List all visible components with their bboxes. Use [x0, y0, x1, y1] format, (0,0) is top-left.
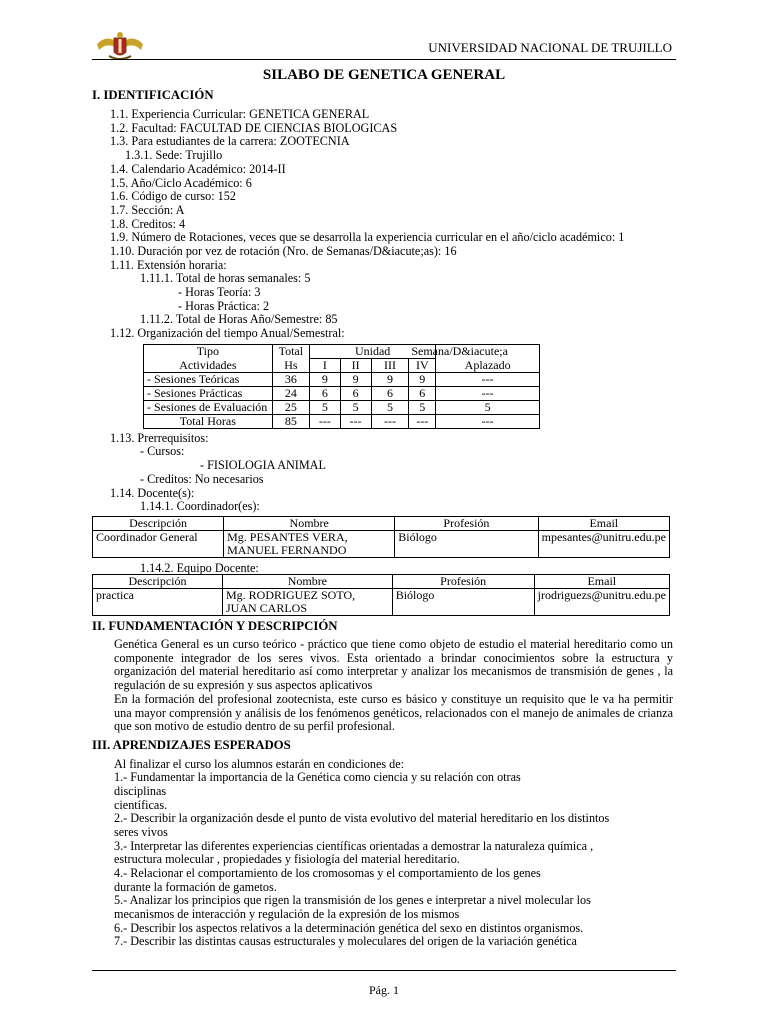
table-row [93, 589, 670, 616]
item-1-8: 1.8. Creditos: 4 [110, 217, 186, 231]
cell-unit: --- [371, 415, 409, 429]
table-row [144, 387, 540, 401]
university-crest-logo [95, 30, 145, 62]
horas-teoria: - Horas Teoría: 3 [178, 285, 261, 299]
subheader-actividades: Actividades [144, 359, 273, 373]
item-1-2: 1.2. Facultad: FACULTAD DE CIENCIAS BIOLOGICAS [110, 121, 398, 135]
item-1-3: 1.3. Para estudiantes de la carrera: ZOOTECNIA [110, 134, 350, 148]
item-1-5: 1.5. Año/Ciclo Académico: 6 [110, 176, 252, 190]
item-1-11: 1.11. Extensión horaria: [110, 258, 227, 272]
fundamentacion-paragraph-2: En la formación del profesional zootecnista, este curso es básico y constituye un requisito que le va ha permitir una mayor comprensión y análisis de los fenómenos genéticos, relacionados con el manejo de animales de crianza que son motivo de estudio dentro de su perfil profesional. [114, 692, 673, 734]
cell-unit: --- [340, 415, 371, 429]
learning-line: Al finalizar el curso los alumnos estarán en condiciones de: [114, 757, 405, 771]
cell-profesion: Biólogo [392, 589, 534, 616]
subheader-unit-3: III [371, 359, 409, 373]
name-line-1: Mg. PESANTES VERA, [227, 530, 348, 544]
footer-rule [92, 970, 676, 971]
item-1-4: 1.4. Calendario Académico: 2014-II [110, 162, 286, 176]
cell-profesion: Biólogo [395, 531, 538, 558]
section-2-heading: II. FUNDAMENTACIÓN Y DESCRIPCIÓN [92, 619, 338, 633]
item-1-11-2: 1.11.2. Total de Horas Año/Semestre: 85 [140, 312, 338, 326]
cell-descripcion: Coordinador General [93, 531, 224, 558]
item-1-6: 1.6. Código de curso: 152 [110, 189, 236, 203]
cell-unit: --- [409, 415, 436, 429]
section-1-heading: I. IDENTIFICACIÓN [92, 88, 214, 102]
cell-unit: 9 [409, 373, 436, 387]
item-1-9: 1.9. Número de Rotaciones, veces que se desarrolla la experiencia curricular en el año/ciclo académico: 1 [110, 230, 625, 244]
cell-aplazado: --- [436, 373, 540, 387]
cell-unit: --- [309, 415, 340, 429]
learning-line: mecanismos de interacción y regulación de la expresión de los mismos [114, 907, 460, 921]
learning-line: durante la formación de gametos. [114, 880, 277, 894]
learning-line: 3.- Interpretar las diferentes experiencias científicas orientadas a demostrar la naturaleza química , [114, 839, 594, 853]
cell-unit: 9 [309, 373, 340, 387]
item-1-12: 1.12. Organización del tiempo Anual/Semestral: [110, 326, 345, 340]
learning-line: 7.- Describir las distintas causas estructurales y moleculares del origen de la variación genética [114, 934, 577, 948]
cell-descripcion: practica [93, 589, 223, 616]
learning-line: 5.- Analizar los principios que rigen la transmisión de los genes e interpretar a nivel molecular los [114, 893, 591, 907]
cell-nombre [223, 589, 393, 616]
cell-email: jrodriguezs@unitru.edu.pe [534, 589, 669, 616]
item-1-10: 1.10. Duración por vez de rotación (Nro. de Semanas/D&iacute;as): 16 [110, 244, 457, 258]
learning-line: 2.- Describir la organización desde el punto de vista evolutivo del material hereditario en los distintos [114, 811, 610, 825]
section-3-heading: III. APRENDIZAJES ESPERADOS [92, 738, 291, 752]
learning-line: estructura molecular , propiedades y fisiología del material hereditario. [114, 852, 460, 866]
header-total: Total [272, 345, 309, 359]
cell-unit: 9 [371, 373, 409, 387]
cell-unit: 5 [371, 401, 409, 415]
row-label: - Sesiones Prácticas [144, 387, 273, 401]
prerequisite-course: - FISIOLOGIA ANIMAL [200, 458, 326, 472]
table-subheader-row [144, 359, 540, 373]
subheader-unit-2: II [340, 359, 371, 373]
row-label: - Sesiones Teóricas [144, 373, 273, 387]
col-nombre: Nombre [223, 575, 393, 589]
col-profesion: Profesión [395, 517, 538, 531]
item-1-14-1: 1.14.1. Coordinador(es): [140, 499, 260, 513]
col-descripcion: Descripción [93, 517, 224, 531]
horas-practica: - Horas Práctica: 2 [178, 299, 270, 313]
team-table [92, 574, 670, 616]
cell-unit: 6 [340, 387, 371, 401]
cell-aplazado: --- [436, 387, 540, 401]
document-title: SILABO DE GENETICA GENERAL [262, 67, 506, 83]
cell-total: 36 [272, 373, 309, 387]
cell-aplazado: --- [436, 415, 540, 429]
university-name: UNIVERSIDAD NACIONAL DE TRUJILLO [428, 40, 672, 55]
subheader-unit-4: IV [409, 359, 436, 373]
name-line-1: Mg. RODRIGUEZ SOTO, [226, 588, 356, 602]
cell-email: mpesantes@unitru.edu.pe [538, 531, 669, 558]
header-rule [92, 59, 676, 60]
page-number: Pág. 1 [369, 983, 399, 997]
table-header-row [93, 575, 670, 589]
learning-line: 4.- Relacionar el comportamiento de los cromosomas y el comportamiento de los genes [114, 866, 541, 880]
cell-unit: 9 [340, 373, 371, 387]
learning-line: seres vivos [114, 825, 168, 839]
cell-unit: 5 [340, 401, 371, 415]
item-1-3-1: 1.3.1. Sede: Trujillo [125, 148, 223, 162]
fundamentacion-paragraph-1: Genética General es un curso teórico - práctico que tiene como objeto de estudio el material hereditario como un componente integrador de los seres vivos. Esta orientado a brindar conocimientos sobre la estructura y organización del material hereditario así como interpretar y analizar los mecanismos de transmisión de genes , la regulación de su expresión y sus aspectos aplicativos [114, 637, 673, 693]
header-semana [411, 344, 540, 359]
learning-line: científicas. [114, 798, 168, 812]
row-label: - Sesiones de Evaluación [144, 401, 273, 415]
cell-unit: 5 [309, 401, 340, 415]
col-email: Email [538, 517, 669, 531]
col-profesion: Profesión [392, 575, 534, 589]
time-organization-table [143, 344, 540, 429]
cursos-label: - Cursos: [140, 444, 185, 458]
table-row [144, 401, 540, 415]
cell-aplazado: 5 [436, 401, 540, 415]
header-tipo: Tipo [144, 345, 273, 359]
header-unidad-label: Unidad [354, 344, 391, 358]
cell-total: 25 [272, 401, 309, 415]
item-1-7: 1.7. Sección: A [110, 203, 185, 217]
cell-total: 24 [272, 387, 309, 401]
name-line-2: JUAN CARLOS [226, 601, 308, 615]
header-semana-label: Semana/D&iacute;a [411, 344, 508, 358]
table-row-total [144, 415, 540, 429]
cell-unit: 6 [371, 387, 409, 401]
table-row [93, 531, 670, 558]
cell-unit: 6 [409, 387, 436, 401]
coordinator-table [92, 516, 670, 558]
col-email: Email [534, 575, 669, 589]
item-1-13: 1.13. Prerrequisitos: [110, 431, 209, 445]
cell-total: 85 [272, 415, 309, 429]
subheader-unit-1: I [309, 359, 340, 373]
subheader-aplazado: Aplazado [436, 359, 540, 373]
item-1-14: 1.14. Docente(s): [110, 486, 195, 500]
item-1-1: 1.1. Experiencia Curricular: GENETICA GENERAL [110, 107, 370, 121]
item-1-11-1: 1.11.1. Total de horas semanales: 5 [140, 271, 311, 285]
cell-unit: 6 [309, 387, 340, 401]
learning-line: 6.- Describir los aspectos relativos a la determinación genética del sexo en distintos organismos. [114, 921, 584, 935]
col-nombre: Nombre [224, 517, 395, 531]
col-descripcion: Descripción [93, 575, 223, 589]
learning-line: disciplinas [114, 784, 167, 798]
cell-nombre [224, 531, 395, 558]
row-label: Total Horas [144, 415, 273, 429]
name-line-2: MANUEL FERNANDO [227, 543, 347, 557]
table-header-row [93, 517, 670, 531]
creditos-requirement: - Creditos: No necesarios [140, 472, 264, 486]
subheader-hs: Hs [272, 359, 309, 373]
item-1-14-2: 1.14.2. Equipo Docente: [140, 561, 259, 575]
cell-unit: 5 [409, 401, 436, 415]
learning-line: 1.- Fundamentar la importancia de la Genética como ciencia y su relación con otras [114, 770, 521, 784]
table-header-row [144, 345, 540, 359]
table-row [144, 373, 540, 387]
